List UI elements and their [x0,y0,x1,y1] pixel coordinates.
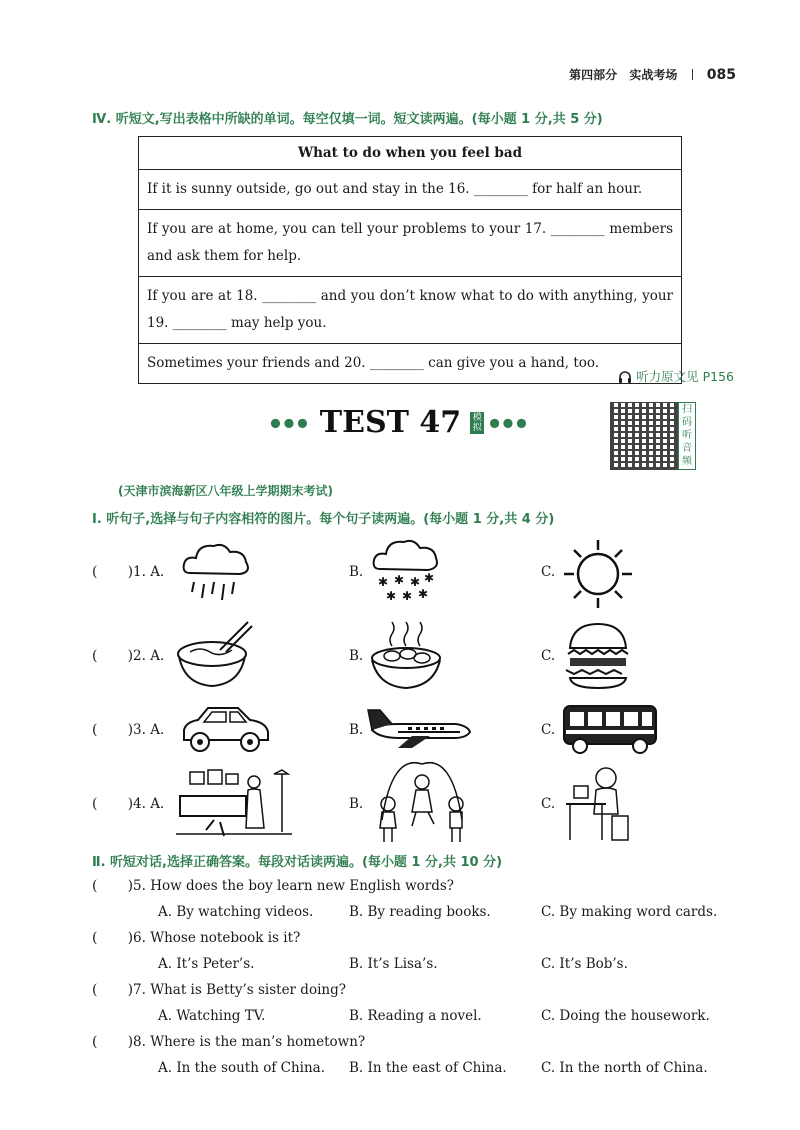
option-c[interactable]: C. Doing the housework. [541,1008,710,1024]
answer-paren[interactable]: ( [92,930,98,946]
answer-paren[interactable]: ( [92,564,98,580]
svg-text:✱: ✱ [424,571,435,585]
answer-paren[interactable]: ( [92,796,98,812]
option-b[interactable]: B. By reading books. [349,904,491,920]
option-c-label: C. [541,796,556,812]
table-title: What to do when you feel bad [139,137,682,170]
answer-paren[interactable]: ( [92,982,98,998]
question-1 [92,564,164,580]
option-a[interactable]: A. In the south of China. [158,1060,326,1076]
svg-text:✱: ✱ [410,575,421,589]
qr-code-icon[interactable] [610,402,678,470]
option-b-label: B. [349,722,364,738]
question-text: )6. Whose notebook is it? [127,930,301,946]
part-label: 第四部分 [569,68,618,82]
qr-caption: 扫码听音频 [678,402,696,470]
noodle-bowl-icon[interactable] [176,620,254,690]
table-row: If it is sunny outside, go out and stay in the 16. ________ for half an hour. [139,170,682,210]
question-text: )5. How does the boy learn new English words? [127,878,455,894]
part4-instruction: Ⅳ. 听短文,写出表格中所缺的单词。每空仅填一词。短文读两遍。(每小题 1 分,共 5 分) [92,112,603,127]
listening-reference-text: 听力原文见 P156 [636,369,734,384]
answer-paren[interactable]: ( [92,878,98,894]
rain-cloud-icon[interactable] [180,538,252,608]
svg-text:✱: ✱ [402,589,413,603]
airplane-icon[interactable] [368,706,472,750]
option-c-label: C. [541,648,556,664]
table-row: If you are at 18. ________ and you don’t know what to do with anything, your 19. ________ may help you. [139,277,682,344]
header-divider [692,69,693,80]
option-c[interactable]: C. In the north of China. [541,1060,708,1076]
option-c-label: C. [541,564,556,580]
part1-instruction: Ⅰ. 听句子,选择与句子内容相符的图片。每个句子读两遍。(每小题 1 分,共 4 分) [92,512,555,527]
children-jump-rope-icon[interactable] [372,760,472,844]
option-c-label: C. [541,722,556,738]
question-text: )7. What is Betty’s sister doing? [127,982,346,998]
table-row: If you are at home, you can tell your problems to your 17. ________ members and ask them for help. [139,210,682,277]
option-c[interactable]: C. By making word cards. [541,904,718,920]
headphones-icon [618,370,632,383]
car-icon[interactable] [180,704,272,756]
exam-source: (天津市滨海新区八年级上学期期末考试) [118,484,333,498]
page-header [569,66,736,83]
section-label: 实战考场 [629,68,678,82]
svg-text:✱: ✱ [394,573,405,587]
test-title: TEST 47 [319,405,462,440]
question-3 [92,722,164,738]
sun-icon[interactable] [562,538,634,610]
question-text: )8. Where is the man’s hometown? [127,1034,366,1050]
option-c[interactable]: C. It’s Bob’s. [541,956,628,972]
option-a[interactable]: A. Watching TV. [158,1008,266,1024]
left-dots: ●●● [270,415,311,430]
dumpling-bowl-icon[interactable] [370,616,442,690]
question-number: )1. A. [127,564,165,580]
option-b[interactable]: B. In the east of China. [349,1060,507,1076]
girl-at-computer-icon[interactable] [562,764,634,842]
question-6 [92,930,300,946]
option-a[interactable]: A. By watching videos. [158,904,314,920]
question-7 [92,982,346,998]
question-8 [92,1034,365,1050]
question-number: )2. A. [127,648,165,664]
option-b[interactable]: B. Reading a novel. [349,1008,482,1024]
option-b[interactable]: B. It’s Lisa’s. [349,956,438,972]
table-row: Sometimes your friends and 20. ________ can give you a hand, too. [139,344,682,384]
svg-text:✱: ✱ [386,589,397,603]
option-b-label: B. [349,648,364,664]
svg-text:✱: ✱ [418,587,429,601]
answer-paren[interactable]: ( [92,648,98,664]
page-number: 085 [706,67,736,83]
question-number: )3. A. [127,722,165,738]
snow-cloud-icon[interactable] [370,534,440,608]
question-number: )4. A. [127,796,165,812]
hamburger-icon[interactable] [562,620,634,690]
answer-paren[interactable]: ( [92,1034,98,1050]
question-2 [92,648,164,664]
question-4 [92,796,164,812]
mock-badge: 模拟 [470,412,484,434]
missing-words-table [138,136,682,384]
option-b-label: B. [349,564,364,580]
listening-reference [618,367,734,385]
answer-paren[interactable]: ( [92,722,98,738]
housework-scene-icon[interactable] [176,766,292,840]
bus-icon[interactable] [562,704,658,754]
part2-instruction: Ⅱ. 听短对话,选择正确答案。每段对话读两遍。(每小题 1 分,共 10 分) [92,855,503,870]
option-b-label: B. [349,796,364,812]
question-5 [92,878,454,894]
option-a[interactable]: A. It’s Peter’s. [158,956,255,972]
right-dots: ●●● [489,415,530,430]
svg-text:✱: ✱ [378,575,389,589]
